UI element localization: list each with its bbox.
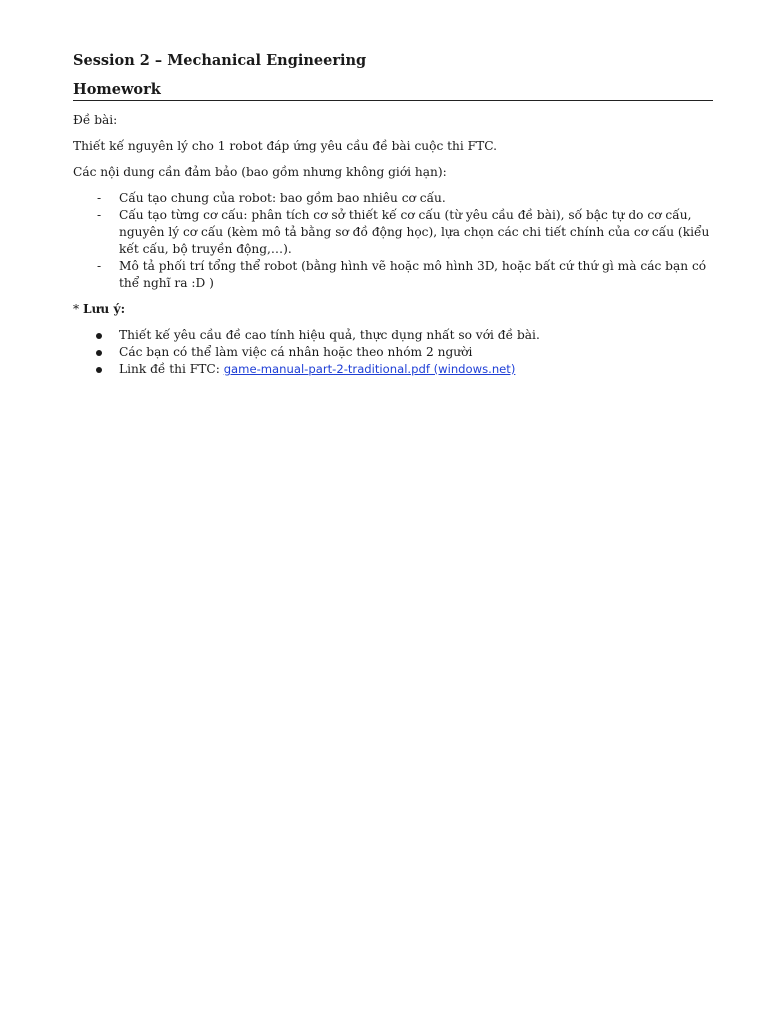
requirement-text: Cấu tạo từng cơ cấu: phân tích cơ sở thiết kế cơ cấu (từ yêu cầu đề bài), số bậc tự do cơ cấu, nguyên lý cơ cấu (kèm mô tả bằng sơ đồ động học), lựa chọn các chi tiết chính của cơ cấu (kiểu kết cấu, bộ truyền động,…).	[119, 208, 710, 256]
list-item	[73, 344, 713, 361]
note-heading	[73, 301, 713, 318]
list-item	[73, 361, 713, 378]
note-prefix: *	[73, 302, 83, 316]
section-heading: Homework	[73, 80, 713, 101]
assignment-label: Đề bài:	[73, 113, 118, 127]
note-text: Thiết kế yêu cầu đề cao tính hiệu quả, thực dụng nhất so với đề bài.	[119, 328, 540, 342]
dash-marker: -	[97, 208, 102, 222]
requirements-list	[73, 190, 713, 292]
list-item	[73, 207, 713, 258]
list-item	[73, 327, 713, 344]
task-description: Thiết kế nguyên lý cho 1 robot đáp ứng yêu cầu đề bài cuộc thi FTC.	[73, 139, 498, 153]
link-prefix: Link đề thi FTC:	[119, 362, 224, 376]
notes-list	[73, 327, 713, 378]
dash-marker: -	[97, 191, 102, 205]
list-item	[73, 190, 713, 207]
document-page	[73, 50, 713, 378]
dash-marker: -	[97, 259, 102, 273]
note-label: Lưu ý:	[82, 302, 126, 316]
requirements-intro: Các nội dung cần đảm bảo (bao gồm nhưng không giới hạn):	[73, 165, 447, 179]
requirement-text: Cấu tạo chung của robot: bao gồm bao nhiêu cơ cấu.	[119, 191, 446, 205]
document-title: Session 2 – Mechanical Engineering	[73, 52, 367, 69]
ftc-manual-link[interactable]: game-manual-part-2-traditional.pdf (windows.net)	[223, 362, 516, 376]
bullet-icon	[96, 367, 102, 373]
note-text: Các bạn có thể làm việc cá nhân hoặc theo nhóm 2 người	[119, 345, 473, 359]
bullet-icon	[96, 333, 102, 339]
list-item	[73, 258, 713, 292]
requirement-text: Mô tả phối trí tổng thể robot (bằng hình vẽ hoặc mô hình 3D, hoặc bất cứ thứ gì mà các bạn có thể nghĩ ra :D )	[119, 259, 707, 290]
bullet-icon	[96, 350, 102, 356]
